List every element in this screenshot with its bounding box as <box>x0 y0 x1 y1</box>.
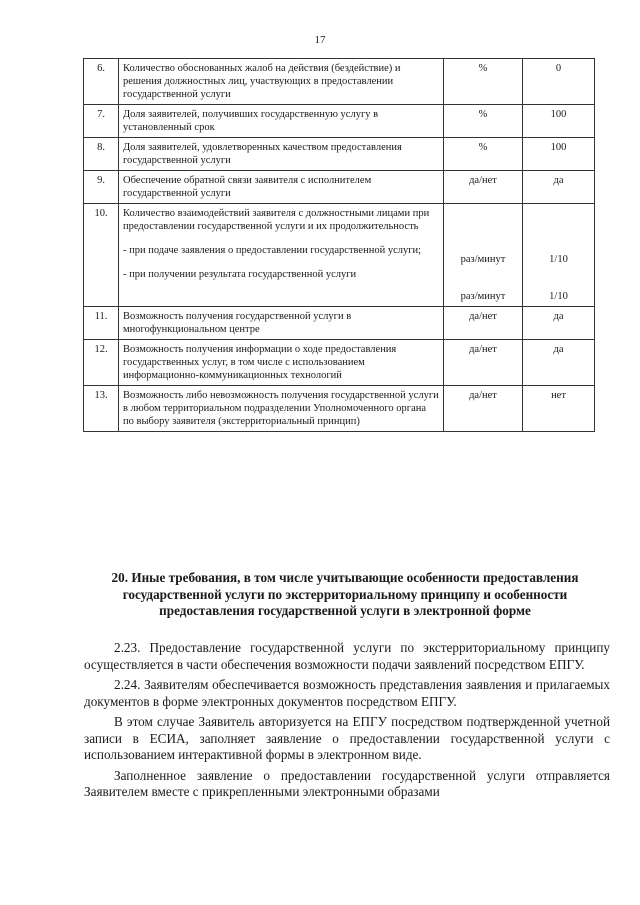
indicator-name: Доля заявителей, удовлетворенных качеством предоставления государственной услуги <box>119 138 444 171</box>
unit-cell: % <box>444 105 523 138</box>
body-text <box>84 640 610 805</box>
sub-item-text: - при подаче заявления о предоставлении государственной услуги; <box>123 245 422 256</box>
sub-item-unit: раз/минут <box>460 291 506 302</box>
value-cell: да <box>523 171 595 204</box>
indicator-name: Количество обоснованных жалоб на действия (бездействие) и решения должностных лиц, участвующих в предоставлении государственной услуги <box>119 59 444 105</box>
value-cell: да <box>523 340 595 386</box>
value-cell: да <box>523 307 595 340</box>
paragraph: 2.24. Заявителям обеспечивается возможность представления заявления и прилагаемых документов в форме электронных документов посредством ЕПГУ. <box>84 677 610 709</box>
indicator-name: Обеспечение обратной связи заявителя с исполнителем государственной услуги <box>119 171 444 204</box>
unit-cell: да/нет <box>444 171 523 204</box>
row-number: 8. <box>84 138 119 171</box>
sub-item-value: 1/10 <box>549 291 568 302</box>
unit-cell: да/нет <box>444 386 523 432</box>
table-row <box>84 171 595 204</box>
row-number: 12. <box>84 340 119 386</box>
table-row <box>84 307 595 340</box>
table-row <box>84 340 595 386</box>
table-row <box>84 59 595 105</box>
indicators-table <box>83 58 595 432</box>
sub-item-text: - при получении результата государственной услуги <box>123 269 357 280</box>
unit-cell: да/нет <box>444 307 523 340</box>
value-cell: нет <box>523 386 595 432</box>
sub-item-unit: раз/минут <box>460 254 506 265</box>
row-number: 10. <box>84 204 119 307</box>
indicator-name: Возможность получения государственной услуги в многофункциональном центре <box>119 307 444 340</box>
indicator-name: Возможность либо невозможность получения государственной услуги в любом территориальном подразделении Уполномоченного органа по выбору заявителя (экстерриториальный принцип) <box>119 386 444 432</box>
row-number: 9. <box>84 171 119 204</box>
table-row <box>84 105 595 138</box>
unit-cell <box>444 204 523 307</box>
indicator-name-cell <box>119 204 444 307</box>
table-row <box>84 204 595 307</box>
table-row <box>84 138 595 171</box>
indicator-name: Количество взаимодействий заявителя с должностными лицами при предоставлении государственной услуги и их продолжительность <box>123 208 430 232</box>
sub-item-value: 1/10 <box>549 254 568 265</box>
row-number: 13. <box>84 386 119 432</box>
indicator-name: Возможность получения информации о ходе предоставления государственных услуг, в том числе с использованием информационно-коммуникационных технологий <box>119 340 444 386</box>
unit-cell: да/нет <box>444 340 523 386</box>
page-number: 17 <box>314 34 326 46</box>
value-cell: 0 <box>523 59 595 105</box>
row-number: 6. <box>84 59 119 105</box>
indicator-name: Доля заявителей, получивших государственную услугу в установленный срок <box>119 105 444 138</box>
row-number: 7. <box>84 105 119 138</box>
value-cell: 100 <box>523 105 595 138</box>
value-cell <box>523 204 595 307</box>
value-cell: 100 <box>523 138 595 171</box>
unit-cell: % <box>444 59 523 105</box>
row-number: 11. <box>84 307 119 340</box>
table-row <box>84 386 595 432</box>
unit-cell: % <box>444 138 523 171</box>
paragraph: 2.23. Предоставление государственной услуги по экстерриториальному принципу осуществляется в части обеспечения возможности подачи заявлений посредством ЕПГУ. <box>84 640 610 672</box>
paragraph: Заполненное заявление о предоставлении государственной услуги отправляется Заявителем вместе с прикрепленными электронными образами <box>84 767 610 799</box>
section-heading: 20. Иные требования, в том числе учитывающие особенности предоставления государственной услуги по экстерриториальному принципу и особенности предоставления государственной услуги в электронной форме <box>111 570 579 618</box>
paragraph: В этом случае Заявитель авторизуется на ЕПГУ посредством подтвержденной учетной записи в ЕСИА, заполняет заявление о предоставлении государственной услуги с использованием интерактивной формы в электронном виде. <box>84 714 610 762</box>
